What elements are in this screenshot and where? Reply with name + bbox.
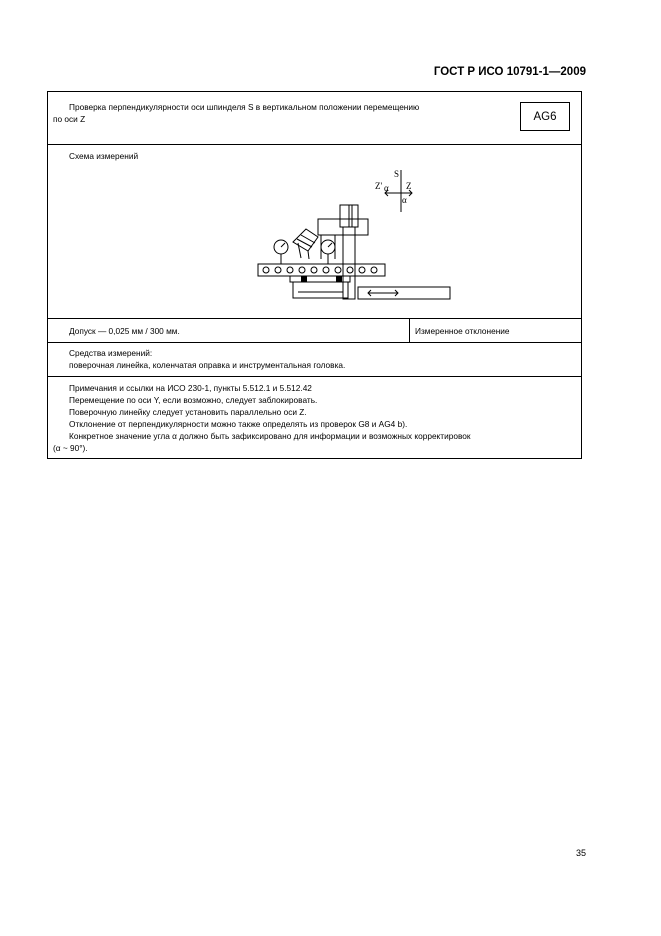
straightedge-hole: [323, 267, 329, 273]
angle-label: α: [384, 183, 389, 193]
note-line: Конкретное значение угла α должно быть зафиксировано для информации и возможных корректировок: [69, 431, 471, 441]
straightedge-hole: [275, 267, 281, 273]
straightedge-hole: [311, 267, 317, 273]
row-divider: [48, 376, 581, 377]
mandrel-arm: [308, 251, 309, 259]
axis-label-s: S: [394, 169, 400, 179]
straightedge: [258, 264, 385, 276]
saddle: [293, 282, 348, 298]
straightedge-hole: [263, 267, 269, 273]
check-title-line1: Проверка перпендикулярности оси шпинделя S в вертикальном положении перемещению: [69, 102, 420, 112]
check-title-line2: по оси Z: [53, 114, 86, 124]
straightedge-hole: [371, 267, 377, 273]
axis-label-z-prime: Z': [375, 181, 383, 191]
support-block: [336, 276, 342, 282]
mandrel-arm: [298, 243, 301, 258]
note-line: Поверочную линейку следует установить параллельно оси Z.: [69, 407, 307, 417]
tolerance-value: Допуск — 0,025 мм / 300 мм.: [69, 326, 180, 336]
check-table: [47, 91, 582, 459]
page-number: 35: [575, 848, 586, 858]
dial-needle: [281, 243, 285, 247]
note-line: (α ~ 90°).: [53, 443, 88, 453]
dial-needle: [328, 243, 332, 247]
straightedge-hole: [287, 267, 293, 273]
angle-label: α: [402, 195, 407, 205]
check-code: AG6: [520, 102, 570, 131]
row-divider: [48, 342, 581, 343]
notes-heading: Примечания и ссылки на ИСО 230-1, пункты 5.512.1 и 5.512.42: [69, 383, 312, 393]
tools-text: поверочная линейка, коленчатая оправка и инструментальная головка.: [69, 360, 346, 370]
measured-deviation-label: Измеренное отклонение: [415, 326, 510, 336]
tools-heading: Средства измерений:: [69, 348, 153, 358]
straightedge-hole: [347, 267, 353, 273]
scheme-label: Схема измерений: [69, 151, 139, 161]
straightedge-hole: [359, 267, 365, 273]
row-divider: [48, 318, 581, 319]
standard-number: ГОСТ Р ИСО 10791-1—2009: [433, 66, 586, 78]
cranked-mandrel: [293, 229, 318, 251]
note-line: Перемещение по оси Y, если возможно, следует заблокировать.: [69, 395, 318, 405]
straightedge-hole: [335, 267, 341, 273]
support-block: [301, 276, 307, 282]
column-body: [343, 227, 355, 299]
column-guide: [349, 205, 352, 227]
measurement-diagram: [208, 167, 412, 302]
note-line: Отклонение от перпендикулярности можно также определять из проверок G8 и AG4 b).: [69, 419, 408, 429]
axis-label-z: Z: [406, 181, 412, 191]
straightedge-hole: [299, 267, 305, 273]
row-divider: [48, 144, 581, 145]
